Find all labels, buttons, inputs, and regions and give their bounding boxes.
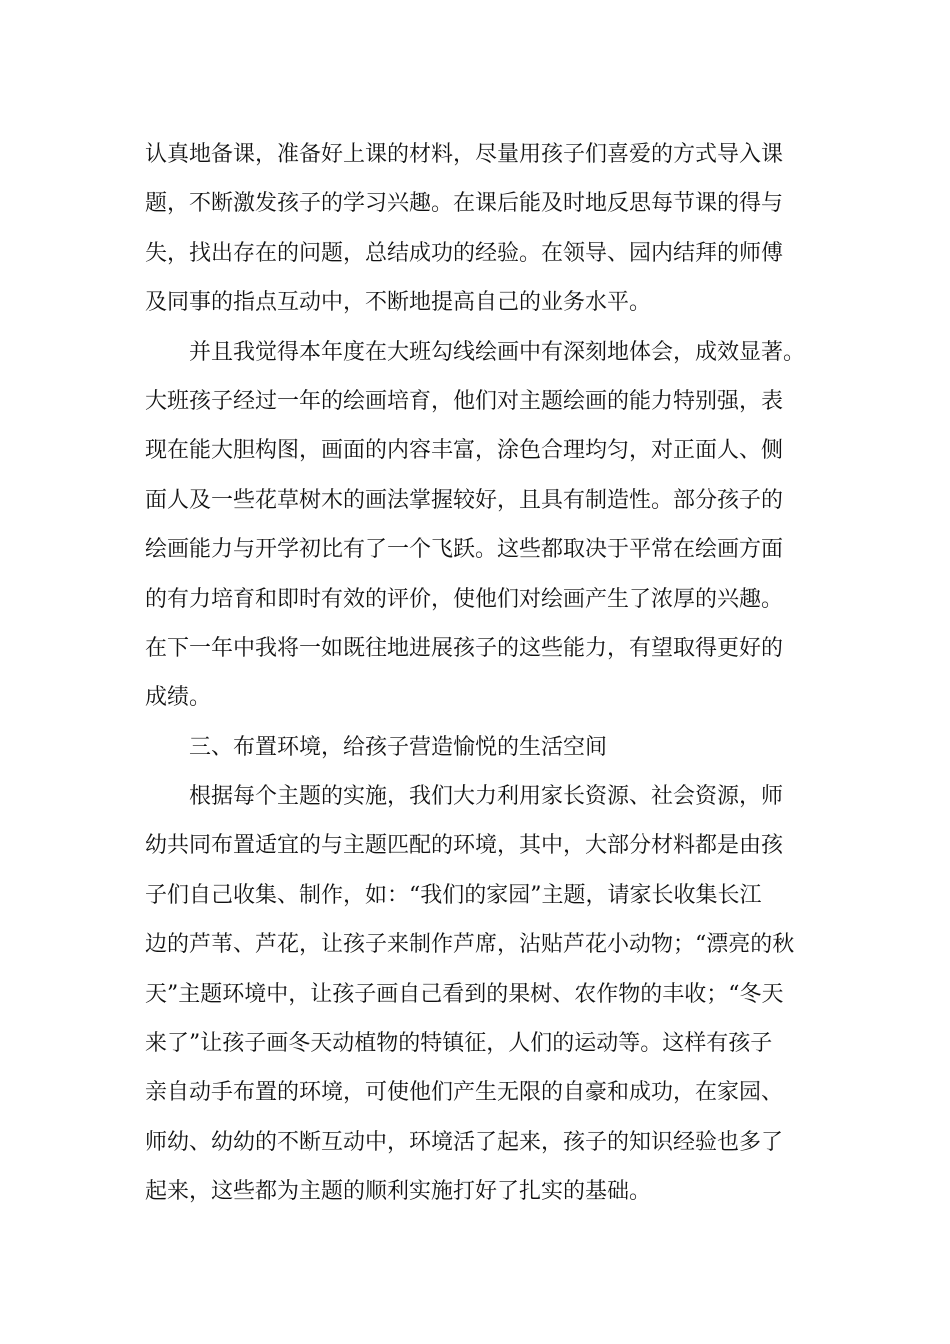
paragraph-start-line: 根据每个主题的实施，我们大力利用家长资源、社会资源，师 bbox=[145, 784, 784, 810]
text-line: 亲自动手布置的环境，可使他们产生无限的自豪和成功，在家园、 bbox=[145, 1080, 784, 1106]
text-line: 成绩。 bbox=[145, 685, 212, 711]
text-line: 师幼、幼幼的不断互动中，环境活了起来，孩子的知识经验也多了 bbox=[145, 1129, 784, 1155]
text-line: 及同事的指点互动中，不断地提高自己的业务水平。 bbox=[145, 290, 652, 316]
text-line: 大班孩子经过一年的绘画培育，他们对主题绘画的能力特别强，表 bbox=[145, 388, 784, 414]
text-line: 子们自己收集、制作，如：“我们的家园”主题，请家长收集长江 bbox=[145, 882, 762, 908]
text-line: 边的芦苇、芦花，让孩子来制作芦席，沾贴芦花小动物；“漂亮的秋 bbox=[145, 932, 795, 958]
text-line: 绘画能力与开学初比有了一个飞跃。这些都取决于平常在绘画方面 bbox=[145, 537, 784, 563]
text-line: 来了”让孩子画冬天动植物的特镇征，人们的运动等。这样有孩子 bbox=[145, 1031, 773, 1057]
text-line: 的有力培育和即时有效的评价，使他们对绘画产生了浓厚的兴趣。 bbox=[145, 586, 784, 612]
text-line: 题，不断激发孩子的学习兴趣。在课后能及时地反思每节课的得与 bbox=[145, 191, 784, 217]
text-line: 天”主题环境中，让孩子画自己看到的果树、农作物的丰收；“冬天 bbox=[145, 981, 784, 1007]
text-line: 在下一年中我将一如既往地进展孩子的这些能力，有望取得更好的 bbox=[145, 635, 784, 661]
text-line: 幼共同布置适宜的与主题匹配的环境，其中，大部分材料都是由孩 bbox=[145, 833, 784, 859]
paragraph-start-line: 并且我觉得本年度在大班勾线绘画中有深刻地体会，成效显著。 bbox=[145, 339, 806, 365]
text-line: 认真地备课，准备好上课的材料，尽量用孩子们喜爱的方式导入课 bbox=[145, 142, 784, 167]
text-line: 起来，这些都为主题的顺利实施打好了扎实的基础。 bbox=[145, 1179, 652, 1205]
text-line: 现在能大胆构图，画面的内容丰富，涂色合理均匀，对正面人、侧 bbox=[145, 438, 784, 464]
body-text bbox=[145, 130, 815, 1217]
text-line: 面人及一些花草树木的画法掌握较好，且具有制造性。部分孩子的 bbox=[145, 487, 784, 513]
section-heading: 三、布置环境，给孩子营造愉悦的生活空间 bbox=[145, 734, 608, 760]
text-line: 失，找出存在的问题，总结成功的经验。在领导、园内结拜的师傅 bbox=[145, 240, 784, 266]
